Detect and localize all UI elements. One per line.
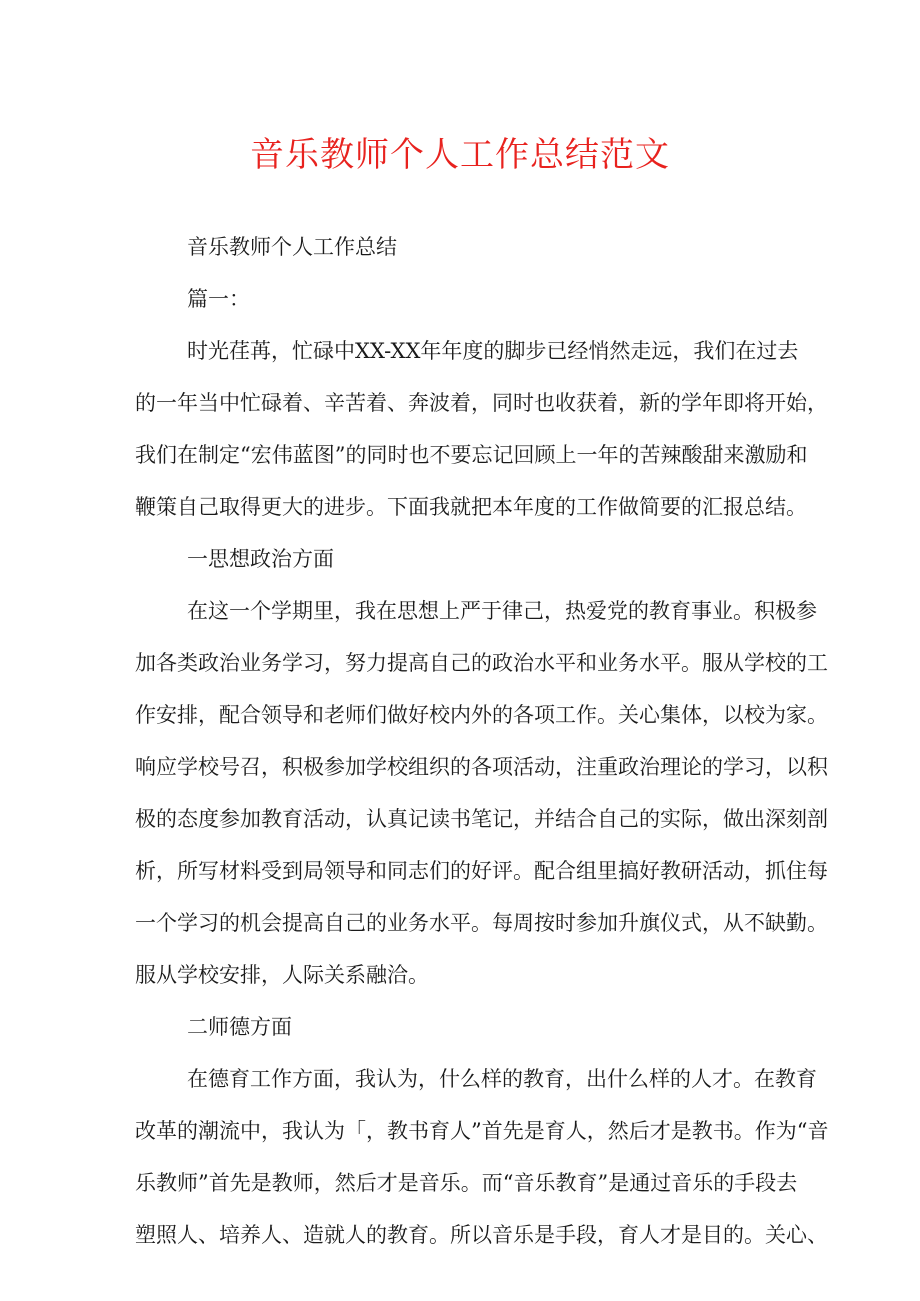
- section1-line: 在这一个学期里，我在思想上严于律己，热爱党的教育事业。积极参: [187, 599, 817, 623]
- intro-line: 的一年当中忙碌着、辛苦着、奔波着，同时也收获着，新的学年即将开始，: [135, 391, 828, 415]
- document-subtitle: 音乐教师个人工作总结: [187, 235, 397, 259]
- section1-line: 响应学校号召，积极参加学校组织的各项活动，注重政治理论的学习，以积: [135, 755, 828, 779]
- section1-line: 极的态度参加教育活动，认真记读书笔记，并结合自己的实际，做出深刻剖: [135, 807, 828, 831]
- intro-line: 鞭策自己取得更大的进步。下面我就把本年度的工作做简要的汇报总结。: [135, 495, 807, 519]
- part-label: 篇一：: [187, 287, 250, 311]
- section1-line: 加各类政治业务学习，努力提高自己的政治水平和业务水平。服从学校的工: [135, 651, 828, 675]
- section2-line: 塑照人、培养人、造就人的教育。所以音乐是手段，育人才是目的。关心、: [135, 1223, 828, 1247]
- document-title: 音乐教师个人工作总结范文: [250, 135, 670, 175]
- section-heading-politics: 一思想政治方面: [187, 547, 334, 571]
- section1-line: 析，所写材料受到局领导和同志们的好评。配合组里搞好教研活动，抓住每: [135, 859, 828, 883]
- section1-line: 一个学习的机会提高自己的业务水平。每周按时参加升旗仪式，从不缺勤。: [135, 911, 828, 935]
- section2-line: 在德育工作方面，我认为，什么样的教育，出什么样的人才。在教育: [187, 1067, 817, 1091]
- section1-line: 服从学校安排，人际关系融洽。: [135, 963, 429, 987]
- section-heading-ethics: 二师德方面: [187, 1015, 292, 1039]
- section1-line: 作安排，配合领导和老师们做好校内外的各项工作。关心集体，以校为家。: [135, 703, 828, 727]
- section2-line: 乐教师”首先是教师，然后才是音乐。而“音乐教育”是通过音乐的手段去: [135, 1171, 798, 1195]
- intro-line: 时光荏苒，忙碌中XX-XX年年度的脚步已经悄然走远，我们在过去: [187, 339, 799, 363]
- section2-line: 改革的潮流中，我认为「，教书育人”首先是育人，然后才是教书。作为“音: [135, 1119, 829, 1143]
- intro-line: 我们在制定“宏伟蓝图”的同时也不要忘记回顾上一年的苦辣酸甜来激励和: [135, 443, 808, 467]
